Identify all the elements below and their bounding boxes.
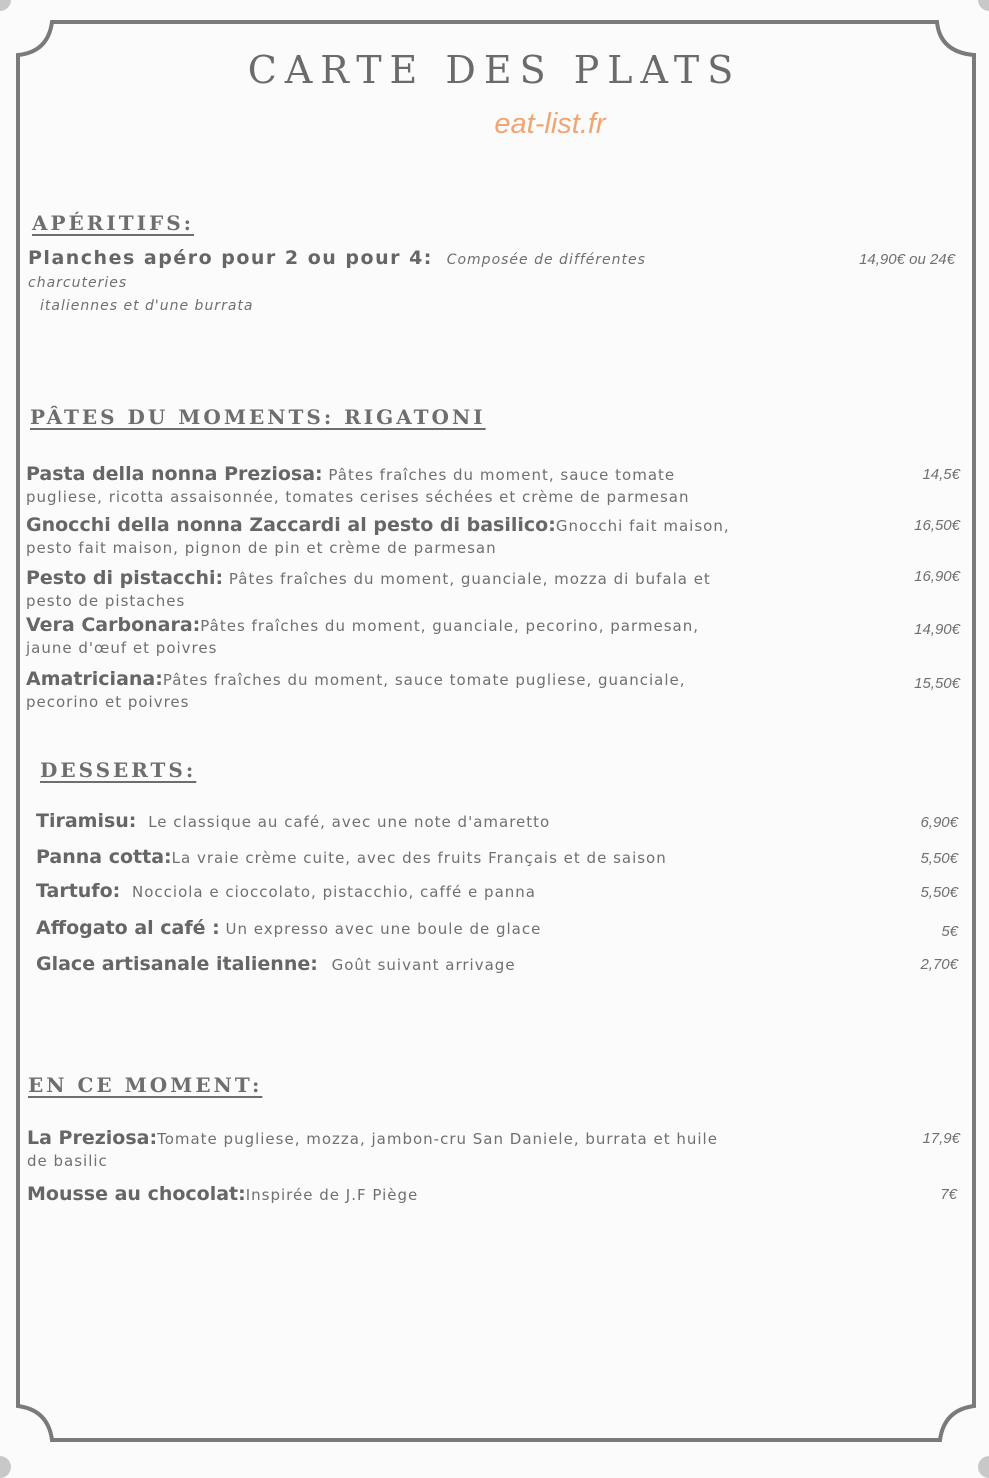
item-description-cont: jaune d'œuf et poivres xyxy=(26,639,218,657)
item-price: 5,50€ xyxy=(920,850,958,867)
item-name: Mousse au chocolat: xyxy=(27,1183,246,1205)
menu-item xyxy=(36,846,796,869)
item-description-cont: pesto fait maison, pignon de pin et crème de parmesan xyxy=(26,539,497,557)
item-price: 14,5€ xyxy=(922,466,960,483)
item-price: 14,90€ xyxy=(914,621,960,638)
item-price: 5,50€ xyxy=(920,884,958,901)
section-title-desserts: DESSERTS: xyxy=(40,758,197,782)
item-name: Vera Carbonara: xyxy=(26,614,201,636)
item-name: La Preziosa: xyxy=(27,1127,158,1149)
watermark: eat-list.fr xyxy=(494,108,606,140)
item-description-cont: pecorino et poivres xyxy=(26,693,190,711)
item-price: 6,90€ xyxy=(920,814,958,831)
item-description: Composée de différentes charcuteries xyxy=(28,252,646,291)
item-name: Affogato al café : xyxy=(36,917,220,939)
item-name: Planches apéro pour 2 ou pour 4: xyxy=(28,247,433,269)
item-description: Pâtes fraîches du moment, sauce tomate xyxy=(328,466,676,484)
item-price: 16,50€ xyxy=(914,517,960,534)
corner-ornament-bottom-right xyxy=(978,1456,989,1478)
corner-ornament-top-left xyxy=(0,0,11,11)
item-description: Gnocchi fait maison, xyxy=(555,517,730,535)
section-title-aperitifs: APÉRITIFS: xyxy=(32,211,195,235)
item-description: Pâtes fraîches du moment, sauce tomate pugliese, guanciale, xyxy=(162,671,686,689)
item-description: Goût suivant arrivage xyxy=(331,956,516,974)
item-price: 2,70€ xyxy=(920,956,958,973)
item-name: Pasta della nonna Preziosa: xyxy=(26,463,323,485)
item-name: Glace artisanale italienne: xyxy=(36,953,318,975)
menu-item xyxy=(27,1183,787,1206)
menu-item xyxy=(26,614,806,659)
item-price: 17,9€ xyxy=(922,1130,960,1147)
menu-item xyxy=(26,668,806,713)
corner-ornament-bottom-left xyxy=(0,1456,11,1478)
item-name: Tartufo: xyxy=(36,880,121,902)
menu-item xyxy=(36,880,796,903)
item-description: Nocciola e cioccolato, pistacchio, caffé e panna xyxy=(132,883,536,901)
corner-ornament-top-right xyxy=(978,0,989,11)
item-price: 14,90€ ou 24€ xyxy=(859,251,955,268)
section-title-pates: PÂTES DU MOMENTS: RIGATONI xyxy=(30,405,486,429)
menu-item xyxy=(26,567,806,612)
menu-item xyxy=(27,1127,827,1172)
section-title-en-ce-moment: EN CE MOMENT: xyxy=(28,1073,263,1097)
item-name: Amatriciana: xyxy=(26,668,163,690)
menu-item xyxy=(36,810,796,833)
item-description: Un expresso avec une boule de glace xyxy=(225,920,542,938)
menu-item xyxy=(26,463,806,508)
item-description-cont: italiennes et d'une burrata xyxy=(40,298,254,314)
item-description-cont: pugliese, ricotta assaisonnée, tomates cerises séchées et crème de parmesan xyxy=(26,488,690,506)
item-name: Gnocchi della nonna Zaccardi al pesto di basilico: xyxy=(26,514,556,536)
item-price: 15,50€ xyxy=(914,675,960,692)
item-description-cont: de basilic xyxy=(27,1152,108,1170)
item-name: Tiramisu: xyxy=(36,810,137,832)
item-price: 16,90€ xyxy=(914,568,960,585)
menu-item xyxy=(28,247,748,317)
item-description: Inspirée de J.F Piège xyxy=(245,1186,419,1204)
item-price: 5€ xyxy=(941,923,958,940)
item-description: La vraie crème cuite, avec des fruits Français et de saison xyxy=(171,849,667,867)
menu-item xyxy=(36,953,796,976)
item-description: Pâtes fraîches du moment, guanciale, pecorino, parmesan, xyxy=(200,617,700,635)
item-description: Pâtes fraîches du moment, guanciale, mozza di bufala et xyxy=(228,570,711,588)
menu-item xyxy=(26,514,826,559)
item-description-cont: pesto de pistaches xyxy=(26,592,186,610)
item-price: 7€ xyxy=(940,1186,957,1203)
menu-item xyxy=(36,917,796,940)
page-title: CARTE DES PLATS xyxy=(247,48,742,92)
item-name: Panna cotta: xyxy=(36,846,172,868)
item-description: Tomate pugliese, mozza, jambon-cru San Daniele, burrata et huile xyxy=(157,1130,718,1148)
item-description: Le classique au café, avec une note d'amaretto xyxy=(148,813,551,831)
item-name: Pesto di pistacchi: xyxy=(26,567,224,589)
